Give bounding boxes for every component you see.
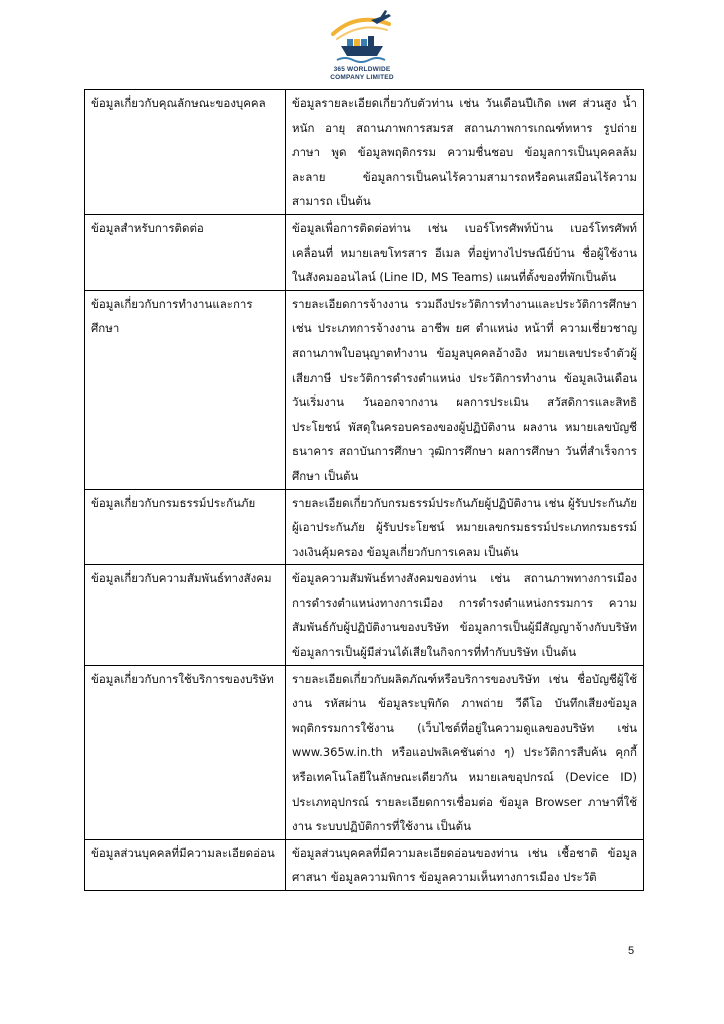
detail-cell: ข้อมูลรายละเอียดเกี่ยวกับตัวท่าน เช่น วันเดือนปีเกิด เพศ ส่วนสูง น้ำหนัก อายุ สถานภาพการสมรส สถานภาพการเกณฑ์ทหาร รูปถ่าย ภาษา พูด ข้อมูลพฤติกรรม ความชื่นชอบ ข้อมูลการเป็นบุคคลล้มละลาย ข้อมูลการเป็นคนไร้ความสามารถหรือคนเสมือนไร้ความสามารถ เป็นต้น [286, 90, 644, 215]
table-row [85, 214, 644, 290]
table-row [85, 665, 644, 839]
company-logo [306, 6, 418, 90]
detail-cell: รายละเอียดเกี่ยวกับผลิตภัณฑ์หรือบริการของบริษัท เช่น ชื่อบัญชีผู้ใช้งาน รหัสผ่าน ข้อมูลระบุพิกัด ภาพถ่าย วีดีโอ บันทึกเสียงข้อมูลพฤติกรรมการใช้งาน (เว็บไซต์ที่อยู่ในความดูแลของบริษัท เช่น www.365w.in.th หรือแอปพลิเคชันต่าง ๆ) ประวัติการสืบค้น คุกกี้หรือเทคโนโลยีในลักษณะเดียวกัน หมายเลขอุปกรณ์ (Device ID) ประเภทอุปกรณ์ รายละเอียดการเชื่อมต่อ ข้อมูล Browser ภาษาที่ใช้งาน ระบบปฏิบัติการที่ใช้งาน เป็นต้น [286, 665, 644, 839]
detail-cell: ข้อมูลความสัมพันธ์ทางสังคมของท่าน เช่น สถานภาพทางการเมือง การดำรงตำแหน่งทางการเมือง การดำรงตำแหน่งกรรมการ ความสัมพันธ์กับผู้ปฏิบัติงานของบริษัท ข้อมูลการเป็นผู้มีสัญญาจ้างกับบริษัท ข้อมูลการเป็นผู้มีส่วนได้เสียในกิจการที่ทำกับบริษัท เป็นต้น [286, 565, 644, 665]
table-row [85, 290, 644, 489]
category-cell: ข้อมูลเกี่ยวกับคุณลักษณะของบุคคล [85, 90, 286, 215]
airplane-ship-logo-icon [327, 6, 397, 66]
category-cell: ข้อมูลสำหรับการติดต่อ [85, 214, 286, 290]
page-number: 5 [628, 945, 635, 957]
category-cell: ข้อมูลเกี่ยวกับความสัมพันธ์ทางสังคม [85, 565, 286, 665]
category-cell: ข้อมูลเกี่ยวกับการใช้บริการของบริษัท [85, 665, 286, 839]
table-row [85, 90, 644, 215]
detail-cell: รายละเอียดเกี่ยวกับกรมธรรม์ประกันภัยผู้ปฏิบัติงาน เช่น ผู้รับประกันภัย ผู้เอาประกันภัย ผู้รับประโยชน์ หมายเลขกรมธรรม์ประเภทกรมธรรม์ วงเงินคุ้มครอง ข้อมูลเกี่ยวกับการเคลม เป็นต้น [286, 489, 644, 565]
table-row [85, 489, 644, 565]
detail-cell: ข้อมูลเพื่อการติดต่อท่าน เช่น เบอร์โทรศัพท์บ้าน เบอร์โทรศัพท์เคลื่อนที่ หมายเลขโทรสาร อีเมล ที่อยู่ทางไปรษณีย์บ้าน ชื่อผู้ใช้งาน ในสังคมออนไลน์ (Line ID, MS Teams) แผนที่ตั้งของที่พักเป็นต้น [286, 214, 644, 290]
logo-line2: COMPANY LIMITED [330, 74, 394, 81]
category-cell: ข้อมูลส่วนบุคคลที่มีความละเอียดอ่อน [85, 839, 286, 890]
table-row [85, 839, 644, 890]
category-cell: ข้อมูลเกี่ยวกับกรมธรรม์ประกันภัย [85, 489, 286, 565]
table-row [85, 565, 644, 665]
detail-cell: ข้อมูลส่วนบุคคลที่มีความละเอียดอ่อนของท่าน เช่น เชื้อชาติ ข้อมูลศาสนา ข้อมูลความพิการ ข้อมูลความเห็นทางการเมือง ประวัติ [286, 839, 644, 890]
logo-line1: 365 WORLDWIDE [333, 66, 391, 73]
detail-cell: รายละเอียดการจ้างงาน รวมถึงประวัติการทำงานและประวัติการศึกษา เช่น ประเภทการจ้างงาน อาชีพ ยศ ตำแหน่ง หน้าที่ ความเชี่ยวชาญ สถานภาพใบอนุญาตทำงาน ข้อมูลบุคคลอ้างอิง หมายเลขประจำตัวผู้เสียภาษี ประวัติการดำรงตำแหน่ง ประวัติการทำงาน ข้อมูลเงินเดือน วันเริ่มงาน วันออกจากงาน ผลการประเมิน สวัสดิการและสิทธิประโยชน์ พัสดุในครอบครองของผู้ปฏิบัติงาน ผลงาน หมายเลขบัญชีธนาคาร สถาบันการศึกษา วุฒิการศึกษา ผลการศึกษา วันที่สำเร็จการศึกษา เป็นต้น [286, 290, 644, 489]
personal-data-table [84, 89, 644, 891]
category-cell: ข้อมูลเกี่ยวกับการทำงานและการศึกษา [85, 290, 286, 489]
